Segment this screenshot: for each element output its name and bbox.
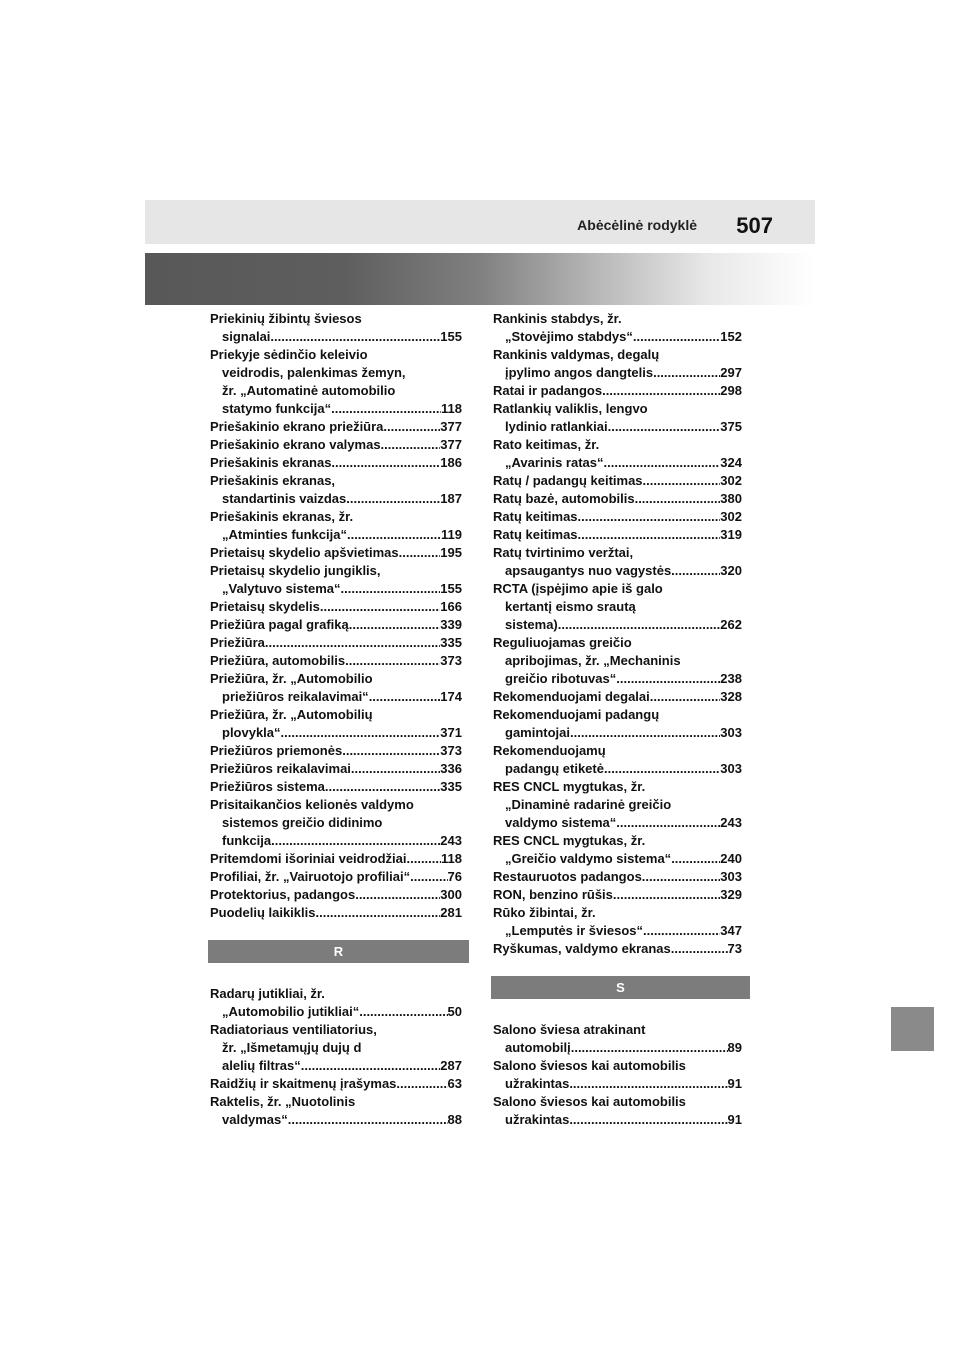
index-entry-leader [493,508,742,526]
index-entry-text: statymo funkcija“ [222,401,332,416]
index-page-number: 300 [440,887,462,902]
index-page-number: 73 [727,941,742,956]
index-entry [493,490,742,508]
section-header: S [491,976,750,999]
index-page-number: 91 [727,1076,742,1091]
index-entry-leader [493,472,742,490]
index-entry-leader [210,868,462,886]
index-entry-text: Profiliai, žr. „Vairuotojo profiliai“ [210,869,411,884]
index-entry-text: Priežiūros reikalavimai [210,761,351,776]
index-page-number: 195 [440,545,462,560]
dot-leader [633,328,720,346]
index-entry-text: valdymo sistema“ [505,815,617,830]
index-page-number: 88 [447,1112,462,1127]
index-entry-leader [493,418,742,436]
index-entry-leader [210,598,462,616]
index-entry-text: „Avarinis ratas“ [505,455,604,470]
index-entry-text: gamintojai [505,725,571,740]
index-entry [493,706,742,742]
index-entry [210,985,462,1021]
index-entry-text: Salono šviesos kai automobilis [493,1058,686,1073]
index-entry [493,436,742,472]
index-entry [493,1057,742,1093]
dot-leader [271,832,440,850]
dot-leader [671,562,720,580]
index-entry [210,310,462,346]
index-page-number: 320 [720,563,742,578]
index-entry-leader [210,544,462,562]
index-entry [493,580,742,634]
page-number: 507 [736,213,773,238]
index-entry-leader [210,724,462,742]
index-entry-text: veidrodis, palenkimas žemyn, [222,365,406,380]
index-entry-text: padangų etiketė [505,761,604,776]
index-page-number: 243 [440,833,462,848]
dot-leader [570,724,720,742]
dot-leader [642,868,721,886]
index-page-number: 118 [441,851,462,866]
index-entry-leader [493,868,742,886]
index-entry-text: „Valytuvo sistema“ [222,581,341,596]
index-page-number: 375 [720,419,742,434]
index-page-number: 186 [440,455,462,470]
index-entry-text: Priešakinis ekranas, [210,473,336,488]
index-entry-text: Raidžių ir skaitmenų įrašymas [210,1076,397,1091]
index-page-number: 329 [720,887,742,902]
index-entry [210,652,462,670]
dot-leader [345,652,440,670]
index-entry-text: Ryškumas, valdymo ekranas [493,941,671,956]
index-page-number: 373 [440,653,462,668]
dot-leader [410,868,447,886]
index-page-number: 335 [440,635,462,650]
index-entry [493,778,742,832]
index-entry-text: „Dinaminė radarinė greičio [505,797,672,812]
index-entry [493,904,742,940]
index-entry-text: Prietaisų skydelio apšvietimas [210,545,399,560]
index-entry-leader [493,382,742,400]
index-entry-text: „Atminties funkcija“ [222,527,347,542]
index-entry-text: įpylimo angos dangtelis [505,365,654,380]
dot-leader [613,886,720,904]
index-entry [210,1075,462,1093]
dot-leader [671,850,720,868]
index-page-number: 243 [720,815,742,830]
dot-leader [331,454,440,472]
index-entry-text: Priešakinio ekrano priežiūra [210,419,384,434]
index-entry-text: Puodelių laikiklis [210,905,316,920]
index-entry-text: žr. „Automatinė automobilio [222,383,396,398]
dot-leader [265,634,440,652]
index-entry [493,382,742,400]
index-entry-text: Radiatoriaus ventiliatorius, [210,1022,377,1037]
index-page-number: 155 [440,329,462,344]
index-entry-text: Restauruotos padangos [493,869,642,884]
index-entry-text: Prisitaikančios kelionės valdymo [210,797,414,812]
index-entry-text: Priežiūros sistema [210,779,325,794]
dot-leader [602,382,720,400]
index-page-number: 63 [447,1076,462,1091]
dot-leader [320,598,440,616]
index-entry-leader [210,1003,462,1021]
index-entry [493,472,742,490]
index-entry-leader [493,688,742,706]
index-page-number: 166 [440,599,462,614]
dot-leader [616,814,720,832]
decorative-gradient-band [145,253,815,305]
index-entry-leader [210,616,462,634]
dot-leader [578,526,721,544]
index-page-number: 76 [447,869,462,884]
index-entry-text: RON, benzino rūšis [493,887,613,902]
index-entry-leader [493,1075,742,1093]
dot-leader [288,1111,448,1129]
index-entry-leader [493,616,742,634]
dot-leader [399,544,441,562]
index-page-number: 238 [720,671,742,686]
index-entry [493,400,742,436]
index-entry-leader [493,1039,742,1057]
index-entry [210,472,462,508]
index-entry-leader [493,526,742,544]
index-page-number: 303 [720,761,742,776]
index-page-number: 377 [440,419,462,434]
index-page-number: 336 [440,761,462,776]
dot-leader [325,778,440,796]
index-page-number: 319 [720,527,742,542]
index-entry [210,454,462,472]
index-page-number: 89 [727,1040,742,1055]
index-entry-text: Ratai ir padangos [493,383,603,398]
index-entry-text: Ratų bazė, automobilis [493,491,635,506]
index-entry-text: Prietaisų skydelio jungiklis, [210,563,381,578]
index-entry [493,688,742,706]
index-entry-leader [210,760,462,778]
index-entry-text: apribojimas, žr. „Mechaninis [505,653,681,668]
dot-leader [383,418,440,436]
index-entry-text: „Stovėjimo stabdys“ [505,329,633,344]
index-entry-leader [210,490,462,508]
dot-leader [359,1003,447,1021]
index-entry-text: Rūko žibintai, žr. [493,905,596,920]
index-entry-text: Priežiūra, žr. „Automobilio [210,671,373,686]
index-page-number: 371 [440,725,462,740]
index-entry-text: Rato keitimas, žr. [493,437,600,452]
index-entry [493,1093,742,1129]
index-entry [210,706,462,742]
section-header: R [208,940,469,963]
index-entry-leader [493,562,742,580]
dot-leader [616,670,720,688]
index-entry-leader [493,922,742,940]
index-entry-leader [210,1057,462,1075]
index-entry [210,508,462,544]
index-entry-leader [210,832,462,850]
dot-leader [331,400,441,418]
dot-leader [355,886,440,904]
index-entry-text: automobilį [505,1040,571,1055]
index-entry-text: alelių filtras“ [222,1058,301,1073]
index-entry-text: Rekomenduojami degalai [493,689,650,704]
dot-leader [604,454,721,472]
dot-leader [608,418,721,436]
index-entry-text: Rankinis stabdys, žr. [493,311,622,326]
dot-leader [351,760,440,778]
dot-leader [578,508,721,526]
index-page-number: 91 [727,1112,742,1127]
index-entry-leader [210,904,462,922]
dot-leader [369,688,441,706]
index-entry [493,742,742,778]
index-entry [493,544,742,580]
index-entry-text: lydinio ratlankiai [505,419,608,434]
index-entry [493,940,742,958]
dot-leader [381,436,441,454]
index-entry-leader [210,634,462,652]
index-page-number: 281 [440,905,462,920]
index-page-number: 324 [720,455,742,470]
dot-leader [671,940,728,958]
dot-leader [349,616,441,634]
index-entry-text: Priešakinis ekranas, žr. [210,509,354,524]
index-entry-text: Rekomenduojamų [493,743,606,758]
index-entry-text: Rankinis valdymas, degalų [493,347,660,362]
index-page-number: 339 [440,617,462,632]
dot-leader [643,922,720,940]
index-entry-leader [210,778,462,796]
index-page-number: 302 [720,509,742,524]
index-entry-text: Protektorius, padangos [210,887,356,902]
index-column-left [210,310,462,1129]
dot-leader [315,904,440,922]
index-entry-text: „Lemputės ir šviesos“ [505,923,643,938]
index-entry-text: „Greičio valdymo sistema“ [505,851,672,866]
index-entry-text: Priežiūra pagal grafiką [210,617,349,632]
index-entry-text: užrakintas [505,1076,570,1091]
index-column-right [493,310,742,1129]
index-entry-leader [493,724,742,742]
index-page-number: 155 [440,581,462,596]
header-title: Abėcėlinė rodyklė [577,217,697,233]
index-page-number: 380 [720,491,742,506]
index-page-number: 240 [720,851,742,866]
index-entry-text: Priešakinio ekrano valymas [210,437,381,452]
index-entry [210,886,462,904]
index-entry-text: Ratlankių valiklis, lengvo [493,401,648,416]
index-entry [210,544,462,562]
index-entry-text: Prietaisų skydelis [210,599,320,614]
index-entry [210,562,462,598]
dot-leader [301,1057,441,1075]
index-entry-leader [210,1075,462,1093]
index-page-number: 302 [720,473,742,488]
index-entry-text: Priežiūra, automobilis [210,653,346,668]
index-entry-text: „Automobilio jutikliai“ [222,1004,360,1019]
dot-leader [643,472,721,490]
index-entry-text: Salono šviesos kai automobilis [493,1094,686,1109]
index-entry [210,598,462,616]
index-entry-leader [493,454,742,472]
index-page-number: 118 [441,401,462,416]
index-entry-leader [210,688,462,706]
index-entry-leader [493,490,742,508]
dot-leader [407,850,442,868]
index-entry [210,634,462,652]
index-entry [210,1093,462,1129]
index-entry-leader [210,886,462,904]
index-entry [493,832,742,868]
index-entry-text: Priežiūra, žr. „Automobilių [210,707,373,722]
index-page-number: 298 [720,383,742,398]
index-entry [493,1021,742,1057]
index-page-number: 303 [720,869,742,884]
index-entry [210,418,462,436]
index-entry [210,796,462,850]
index-entry-leader [493,940,742,958]
index-page-number: 377 [440,437,462,452]
index-entry [210,742,462,760]
index-entry-text: RCTA (įspėjimo apie iš galo [493,581,663,596]
index-entry-text: Radarų jutikliai, žr. [210,986,325,1001]
dot-leader [341,580,441,598]
dot-leader [653,364,720,382]
index-entry [210,760,462,778]
index-page-number: 119 [441,527,462,542]
index-entry-leader [493,670,742,688]
index-entry [493,868,742,886]
index-entry [210,1021,462,1075]
index-entry [210,868,462,886]
index-page-number: 297 [720,365,742,380]
dot-leader [571,1039,728,1057]
index-page-number: 347 [720,923,742,938]
index-entry-text: užrakintas [505,1112,570,1127]
index-page-number: 152 [720,329,742,344]
index-entry [493,508,742,526]
dot-leader [346,490,440,508]
index-entry [493,634,742,688]
index-entry-leader [210,454,462,472]
index-entry-text: Priekinių žibintų šviesos [210,311,362,326]
dot-leader [569,1111,727,1129]
index-entry [210,850,462,868]
index-entry-leader [210,742,462,760]
index-entry-leader [493,814,742,832]
index-page-number: 303 [720,725,742,740]
index-entry [493,886,742,904]
dot-leader [558,616,721,634]
index-entry [210,616,462,634]
index-entry [493,346,742,382]
dot-leader [650,688,721,706]
index-entry-text: signalai [222,329,271,344]
index-entry-text: Raktelis, žr. „Nuotolinis [210,1094,356,1109]
index-page-number: 187 [440,491,462,506]
index-entry [493,310,742,346]
index-entry-text: priežiūros reikalavimai“ [222,689,369,704]
dot-leader [342,742,440,760]
index-entry-text: sistemos greičio didinimo [222,815,383,830]
index-entry-text: Ratų / padangų keitimas [493,473,643,488]
index-entry-text: Priešakinis ekranas [210,455,332,470]
index-entry [210,904,462,922]
index-entry-leader [210,400,462,418]
index-entry-text: sistema) [505,617,558,632]
index-entry-text: Salono šviesa atrakinant [493,1022,646,1037]
index-entry-text: Priežiūros priemonės [210,743,343,758]
index-page-number: 335 [440,779,462,794]
index-entry [210,436,462,454]
index-entry-leader [210,526,462,544]
index-entry-text: Reguliuojamas greičio [493,635,632,650]
dot-leader [270,328,440,346]
dot-leader [347,526,441,544]
index-page-number: 262 [720,617,742,632]
index-entry [210,346,462,418]
index-entry-text: greičio ribotuvas“ [505,671,617,686]
index-entry-text: plovykla“ [222,725,281,740]
index-entry-text: Ratų keitimas [493,509,578,524]
index-entry-text: kertantį eismo srautą [505,599,636,614]
index-entry-leader [210,580,462,598]
index-entry-leader [210,1111,462,1129]
index-page-number: 174 [440,689,462,704]
index-page-number: 328 [720,689,742,704]
index-entry-leader [493,886,742,904]
index-entry-text: RES CNCL mygtukas, žr. [493,833,646,848]
index-entry-leader [210,328,462,346]
index-entry-text: valdymas“ [222,1112,288,1127]
index-entry-text: Ratų tvirtinimo veržtai, [493,545,634,560]
index-entry-text: žr. „Išmetamųjų dujų d [222,1040,362,1055]
index-page-number: 287 [440,1058,462,1073]
index-entry-leader [210,418,462,436]
index-entry-leader [210,652,462,670]
index-entry-text: standartinis vaizdas [222,491,347,506]
index-entry-leader [210,850,462,868]
index-entry-text: Pritemdomi išoriniai veidrodžiai [210,851,407,866]
dot-leader [635,490,721,508]
index-entry-text: RES CNCL mygtukas, žr. [493,779,646,794]
index-entry-text: apsaugantys nuo vagystės [505,563,672,578]
index-entry-leader [493,760,742,778]
index-entry-leader [493,850,742,868]
index-entry-leader [493,364,742,382]
index-entry-text: Rekomenduojami padangų [493,707,660,722]
index-page-number: 373 [440,743,462,758]
index-entry-leader [210,436,462,454]
page-header [145,200,815,244]
index-entry-text: funkcija [222,833,272,848]
index-entry-text: Ratų keitimas [493,527,578,542]
index-entry-leader [493,1111,742,1129]
index-page-number: 50 [447,1004,462,1019]
index-entry [493,526,742,544]
index-entry-text: Priežiūra [210,635,265,650]
dot-leader [281,724,441,742]
dot-leader [396,1075,447,1093]
index-entry [210,778,462,796]
index-entry-leader [493,328,742,346]
dot-leader [604,760,720,778]
side-thumb-tab [891,1007,934,1051]
index-entry-text: Priekyje sėdinčio keleivio [210,347,368,362]
dot-leader [569,1075,727,1093]
index-entry [210,670,462,706]
